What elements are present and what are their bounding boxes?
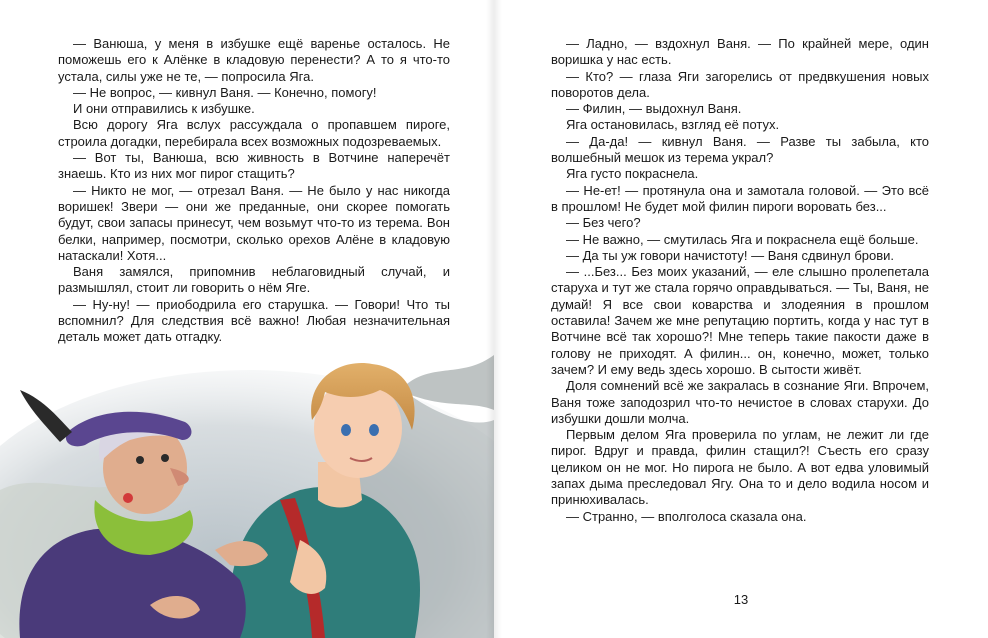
paragraph: Ваня замялся, припомнив неблаговидный случай, и размышлял, стоит ли говорить о нём Яге. [58, 264, 450, 296]
paragraph: Первым делом Яга проверила по углам, не лежит ли где пирог. Вдруг и правда, филин стащил?! Съесть его сразу целиком он не мог. Но пирога не было. А вот едва уловимый запах дыма преследовал Ягу. Она то и дело водила носом и принюхивалась. [551, 427, 929, 508]
paragraph: — Да ты уж говори начистоту! — Ваня сдвинул брови. [566, 247, 895, 263]
vanya-eye [341, 424, 351, 436]
paragraph: Яга остановилась, взгляд её потух. [566, 117, 780, 133]
paragraph: — Ну-ну! — приободрила его старушка. — Говори! Что ты вспомнил? Для следствия всё важно! Любая незначительная деталь может дать отгадку. [58, 296, 450, 345]
paragraph: — Филин, — выдохнул Ваня. [566, 101, 742, 117]
paragraph: — Странно, — вполголоса сказала она. [566, 508, 807, 524]
paragraph: — Да-да! — кивнул Ваня. — Разве ты забыла, кто волшебный мешок из терема украл? [551, 133, 929, 166]
yaga-earring [123, 493, 133, 503]
paragraph: Яга густо покраснела. [566, 166, 699, 182]
right-text-column [551, 36, 929, 525]
yaga-eye [136, 456, 144, 464]
paragraph: — Без чего? [566, 215, 641, 231]
paragraph: — Никто не мог, — отрезал Ваня. — Не было у нас никогда воришек! Звери — они же преданные, они скорее помогать будут, свои запасы принесут, чем возьмут что-то из терема. Вон белки, например, посмотри, сколько орехов Алёне в кладовую натаскали! Хотя... [58, 182, 450, 263]
left-text-column [58, 36, 450, 346]
paragraph: — Не важно, — смутилась Яга и покраснела ещё больше. [566, 231, 919, 247]
illustration-yaga-and-vanya [0, 350, 494, 638]
paragraph: Доля сомнений всё же закралась в сознание Яги. Впрочем, Ваня тоже заподозрил что-то нечистое в словах старухи. До избушки дошли молча. [551, 378, 929, 426]
page-number: 13 [733, 592, 749, 607]
paragraph: И они отправились к избушке. [73, 101, 255, 117]
paragraph: — Ладно, — вздохнул Ваня. — По крайней мере, один воришка у нас есть. [551, 36, 929, 68]
paragraph: — Кто? — глаза Яги загорелись от предвкушения новых поворотов дела. [551, 68, 929, 100]
paragraph: Всю дорогу Яга вслух рассуждала о пропавшем пироге, строила догадки, перебирала всех возможных подозреваемых. [58, 117, 450, 149]
vanya-eye [369, 424, 379, 436]
yaga-eye [161, 454, 169, 462]
paragraph: — Не вопрос, — кивнул Ваня. — Конечно, помогу! [73, 84, 377, 100]
paragraph: — Ванюша, у меня в избушке ещё варенье осталось. Не поможешь его к Алёнке в кладовую перенести? А то я что-то устала, силы уже не те, — попросила Яга. [58, 36, 450, 84]
paragraph: — Не-ет! — протянула она и замотала головой. — Это всё в прошлом! Не будет мой филин пироги воровать без... [551, 182, 929, 214]
right-page [494, 0, 988, 638]
paragraph: — Вот ты, Ванюша, всю живность в Вотчине наперечёт знаешь. Кто из них мог пирог стащить? [58, 150, 450, 182]
paragraph: — ...Без... Без моих указаний, — еле слышно пролепетала старуха и тут же стала горячо оправдываться. — Ты, Ваня, не думай! Я все свои коварства и злодеяния в прошлом оставила! Зачем же мне репутацию портить, когда у нас тут в Вотчине всё так хорошо?! Мне теперь такие пакости даже в голову не приходят. А филин... он, конечно, может, только зачем? И ему ведь здесь хорошо. В сытости живёт. [551, 264, 929, 377]
